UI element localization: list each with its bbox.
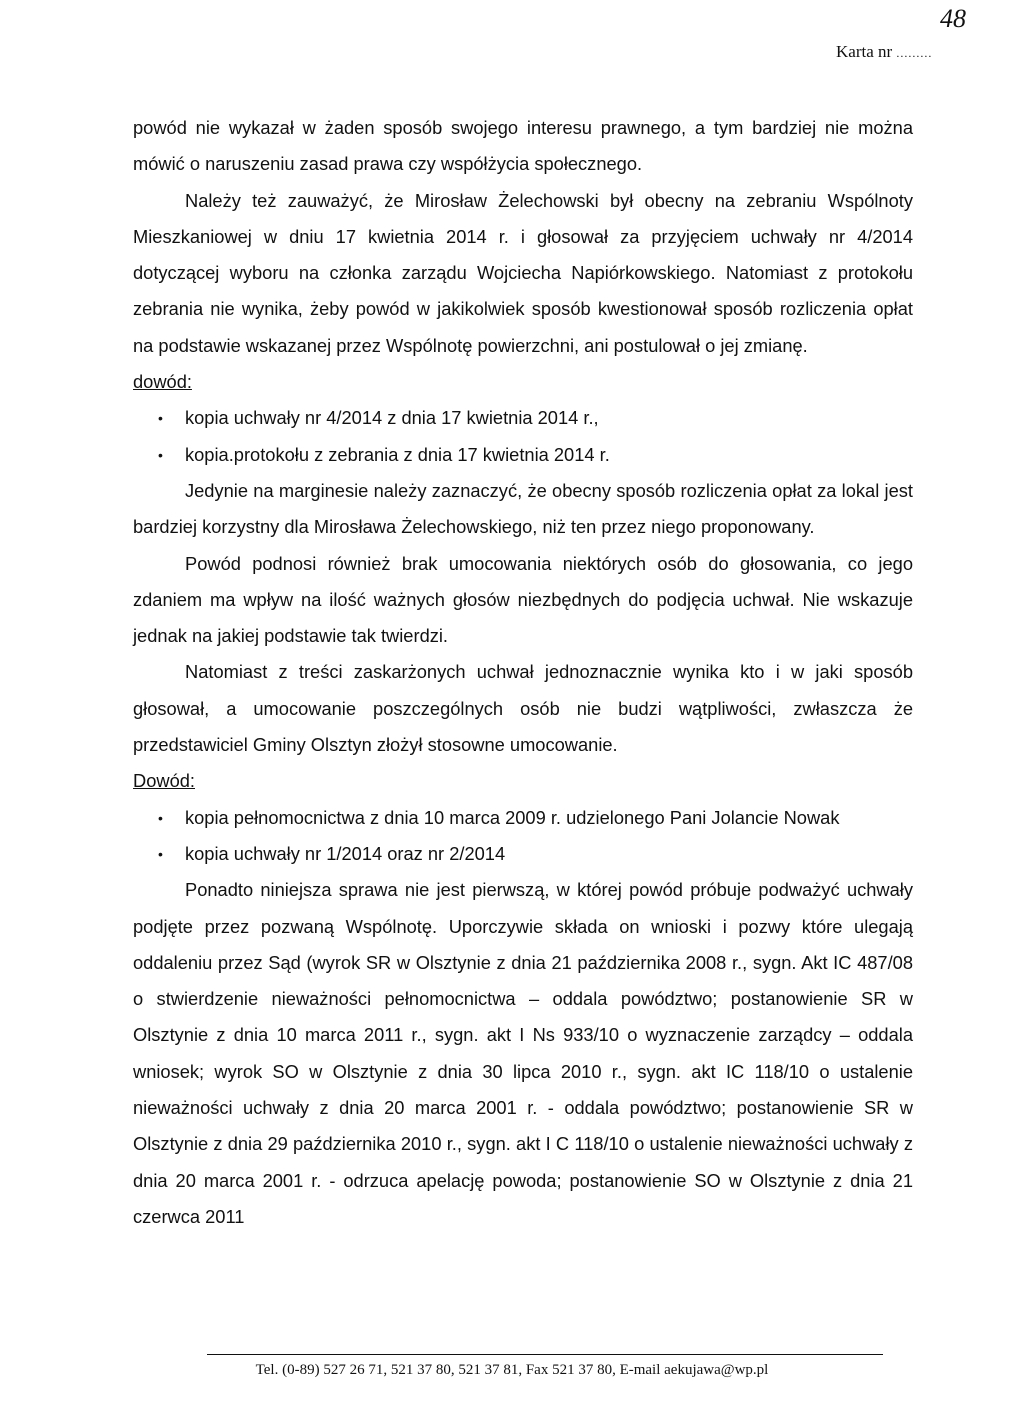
list-item (158, 800, 913, 836)
paragraph: Ponadto niniejsza sprawa nie jest pierwszą, w której powód próbuje podważyć uchwały podjęte przez pozwaną Wspólnotę. Uporczywie składa on wnioski i pozwy które ulegają oddaleniu przez Sąd (wyrok SR w Olsztynie z dnia 21 października 2008 r., sygn. Akt IC 487/08 o stwierdzenie nieważności pełnomocnictwa – oddala powództwo; postanowienie SR w Olsztynie z dnia 10 marca 2011 r., sygn. akt I Ns 933/10 o wyznaczenie zarządcy – oddala wniosek; wyrok SO w Olsztynie z dnia 30 lipca 2010 r., sygn. akt IC 118/10 o ustalenie nieważności uchwały z dnia 20 marca 2001 r. - oddala powództwo; postanowienie SR w Olsztynie z dnia 29 października 2010 r., sygn. akt I C 118/10 o ustalenie nieważności uchwały z dnia 20 marca 2001 r. - odrzuca apelację powoda; postanowienie SO w Olsztynie z dnia 21 czerwca 2011 (133, 879, 913, 1227)
paragraph: Należy też zauważyć, że Mirosław Żelechowski był obecny na zebraniu Wspólnoty Mieszkaniowej w dniu 17 kwietnia 2014 r. i głosował za przyjęciem uchwały nr 4/2014 dotyczącej wyboru na członka zarządu Wojciecha Napiórkowskiego. Natomiast z protokołu zebrania nie wynika, żeby powód w jakikolwiek sposób kwestionował sposób rozliczenia opłat na podstawie wskazanej przez Wspólnotę powierzchni, ani postulował o jej zmianę. (133, 189, 913, 356)
footer-divider (207, 1354, 883, 1355)
evidence-list (133, 400, 913, 473)
paragraph: Powód podnosi również brak umocowania niektórych osób do głosowania, co jego zdaniem ma wpływ na ilość ważnych głosów niezbędnych do podjęcia uchwał. Nie wskazuje jednak na jakiej podstawie tak twierdzi. (133, 552, 913, 647)
list-item (158, 437, 913, 473)
karta-label (836, 42, 932, 62)
paragraph: Jedynie na marginesie należy zaznaczyć, że obecny sposób rozliczenia opłat za lokal jest bardziej korzystny dla Mirosława Żelechowskiego, niż ten przez niego proponowany. (133, 479, 913, 538)
list-item-text: kopia pełnomocnictwa z dnia 10 marca 2009 r. udzielonego Pani Jolancie Nowak (185, 806, 840, 828)
evidence-label: dowód: (133, 371, 192, 393)
list-item-text: kopia uchwały nr 1/2014 oraz nr 2/2014 (185, 842, 506, 864)
document-body (133, 110, 913, 1235)
bullet-icon: • (158, 809, 163, 826)
list-item-text: kopia uchwały nr 4/2014 z dnia 17 kwietnia 2014 r., (185, 407, 599, 429)
footer-contact: Tel. (0-89) 527 26 71, 521 37 80, 521 37 81, Fax 521 37 80, E-mail aekujawa@wp.pl (255, 1362, 769, 1378)
evidence-list (133, 800, 913, 873)
paragraph: Natomiast z treści zaskarżonych uchwał jednoznacznie wynika kto i w jaki sposób głosował, a umocowanie poszczególnych osób nie budzi wątpliwości, zwłaszcza że przedstawiciel Gminy Olsztyn złożył stosowne umocowanie. (133, 661, 913, 756)
list-item (158, 400, 913, 436)
paragraph: powód nie wykazał w żaden sposób swojego interesu prawnego, a tym bardziej nie można mówić o naruszeniu zasad prawa czy współżycia społecznego. (133, 117, 913, 175)
list-item (158, 836, 913, 872)
bullet-icon: • (158, 410, 163, 427)
bullet-icon: • (158, 845, 163, 862)
bullet-icon: • (158, 446, 163, 463)
evidence-label: Dowód: (133, 770, 195, 792)
karta-dots: ......... (896, 46, 933, 60)
list-item-text: kopia.protokołu z zebrania z dnia 17 kwietnia 2014 r. (185, 443, 610, 465)
karta-text: Karta nr (836, 42, 893, 61)
page-number: 48 (940, 4, 966, 33)
